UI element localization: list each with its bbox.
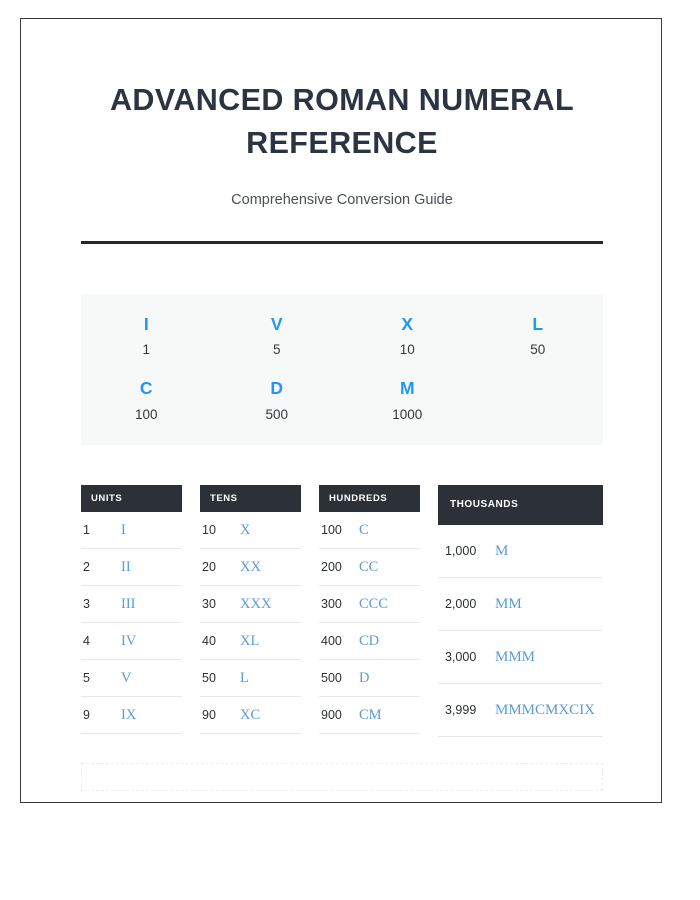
symbol-cell [212,378,343,423]
table-row [319,660,420,697]
symbol-value: 1000 [392,407,423,423]
cell-arabic-value: 4 [83,634,90,649]
symbol-value: 100 [134,407,158,423]
table-units [81,485,182,734]
symbol-glyph: D [270,378,284,399]
table-row [81,512,182,549]
table-row [200,549,301,586]
cell-roman-numeral: D [359,669,370,686]
cell-arabic-value: 2,000 [445,597,477,612]
cell-roman-numeral: CD [359,632,380,649]
table-header: HUNDREDS [319,485,420,512]
table-row [200,697,301,734]
cell-roman-numeral: CM [359,706,382,723]
cell-arabic-value: 200 [321,560,342,575]
cell-arabic-value: 1,000 [445,544,477,559]
cell-arabic-value: 100 [321,523,342,538]
symbol-value: 50 [530,342,546,358]
symbol-cell [81,378,212,423]
page-subtitle: Comprehensive Conversion Guide [231,191,453,208]
cell-roman-numeral: L [240,669,249,686]
cell-arabic-value: 10 [202,523,216,538]
cell-roman-numeral: X [240,521,251,538]
cell-arabic-value: 40 [202,634,216,649]
table-row [81,697,182,734]
table-row [319,512,420,549]
table-row [81,586,182,623]
symbol-glyph: C [139,378,153,399]
table-row [319,623,420,660]
basic-symbols-grid [81,314,603,423]
cell-roman-numeral: XL [240,632,260,649]
cell-roman-numeral: IX [121,706,137,723]
table-header: TENS [200,485,301,512]
symbol-glyph: M [399,378,415,399]
symbol-cell [81,314,212,359]
cell-arabic-value: 1 [83,523,90,538]
cell-arabic-value: 3 [83,597,90,612]
table-tens [200,485,301,734]
cell-roman-numeral: III [121,595,136,612]
symbol-glyph: I [143,313,149,334]
document-page [20,18,662,803]
table-row [438,684,603,737]
table-row [319,586,420,623]
cell-roman-numeral: CCC [359,595,389,612]
table-header: UNITS [81,485,182,512]
cell-arabic-value: 2 [83,560,90,575]
cell-roman-numeral: IV [121,632,137,649]
table-thousands [438,485,603,737]
cell-roman-numeral: II [121,558,131,575]
symbol-cell [212,314,343,359]
table-row [319,549,420,586]
document-content [81,19,603,791]
table-row [200,623,301,660]
table-row [81,623,182,660]
symbol-cell [342,378,473,423]
cell-roman-numeral: XX [240,558,261,575]
table-hundreds [319,485,420,734]
table-row [319,697,420,734]
symbol-cell [473,314,604,359]
table-header: THOUSANDS [438,485,603,525]
cell-arabic-value: 500 [321,671,342,686]
page-title: ADVANCED ROMAN NUMERAL REFERENCE [109,83,575,161]
symbol-value: 5 [272,342,281,358]
cell-roman-numeral: MM [495,595,522,612]
table-row [200,586,301,623]
symbol-value: 1 [142,342,150,358]
cell-roman-numeral: CC [359,558,379,575]
footer-placeholder-box [81,763,603,791]
symbol-glyph: V [270,313,283,334]
cell-roman-numeral: C [359,521,369,538]
symbol-glyph: X [401,313,414,334]
table-row [438,631,603,684]
cell-arabic-value: 90 [202,708,216,723]
table-row [200,512,301,549]
symbol-glyph: L [532,313,544,334]
header-divider [81,241,603,244]
cell-roman-numeral: V [121,669,132,686]
table-row [81,660,182,697]
cell-arabic-value: 50 [202,671,216,686]
symbol-cell [342,314,473,359]
table-row [200,660,301,697]
cell-roman-numeral: M [495,542,509,559]
symbol-value: 10 [399,342,415,358]
basic-symbols-panel [81,294,603,445]
cell-arabic-value: 900 [321,708,342,723]
cell-arabic-value: 20 [202,560,216,575]
cell-arabic-value: 400 [321,634,342,649]
conversion-tables [81,485,603,737]
table-row [438,578,603,631]
table-row [438,525,603,578]
cell-roman-numeral: XC [240,706,261,723]
cell-roman-numeral: MMM [495,648,536,665]
cell-arabic-value: 9 [83,708,90,723]
symbol-value: 500 [265,407,289,423]
table-row [81,549,182,586]
cell-arabic-value: 300 [321,597,342,612]
cell-arabic-value: 3,999 [445,703,477,718]
cell-roman-numeral: XXX [240,595,272,612]
cell-arabic-value: 5 [83,671,90,686]
document-header [81,19,603,244]
cell-arabic-value: 30 [202,597,216,612]
cell-roman-numeral: I [121,521,126,538]
cell-arabic-value: 3,000 [445,650,477,665]
cell-roman-numeral: MMMCMXCIX [495,701,596,718]
